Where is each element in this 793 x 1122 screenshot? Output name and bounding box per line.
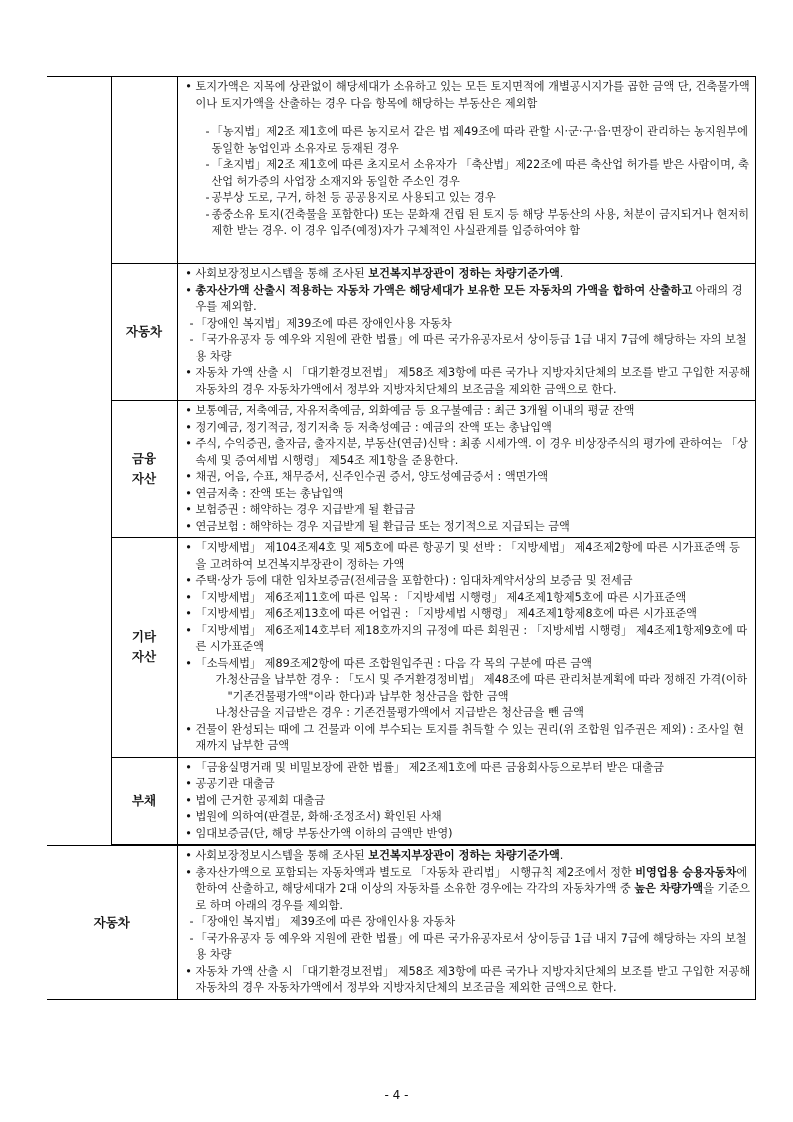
list-item: • 「지방세법」 제6조제11호에 따른 입목 : 「지방세법 시행령」 제4조제1항제5호에 따른 시가표준액	[185, 590, 687, 604]
list-item: • 「지방세법」 제6조제14호부터 제18호까지의 규정에 따른 회원권 : 「지방세법 시행령」 제4조제1항제9호에 따른 시가표준액	[185, 623, 748, 653]
list-item: • 연금저축 : 잔액 또는 총납입액	[185, 486, 344, 500]
list-item: - 「국가유공자 등 예우와 지원에 관한 법률」에 따른 국가유공자로서 상이등급 1급 내지 7급에 해당하는 자의 보철용 차량	[189, 333, 747, 363]
asset-criteria-table	[47, 76, 756, 1000]
list-item: • 「지방세법」 제104조제4호 및 제5호에 따른 항공기 및 선박 : 「지방세법」 제4조제2항에 따른 시가표준액 등을 고려하여 보건복지부장관이 정하는 가액	[185, 541, 740, 571]
list-item: • 총자산가액으로 포함되는 자동차액과 별도로 「자동차 관리법」 시행규칙 제2조에서 정한 비영업용 승용자동차에 한하여 산출하고, 해당세대가 2대 이상의 자동차를 소유한 경우에는 각각의 자동차가액 중 높은 차량가액을 기준으로 하며 아래의 경우를 제외함.	[185, 865, 750, 912]
list-item: - 「장애인 복지법」제39조에 따른 장애인사용 자동차	[189, 316, 452, 330]
list-item: • 총자산가액 산출시 적용하는 자동차 가액은 해당세대가 보유한 모든 자동차의 가액을 합하여 산출하고 아래의 경우를 제외함.	[185, 283, 743, 313]
list-item: • 자동차 가액 산출 시 「대기환경보전법」 제58조 제3항에 따른 국가나 지방자치단체의 보조를 받고 구입한 저공해자동차의 경우 자동차가액에서 정부와 지방자치단체의 보조금을 제외한 금액으로 한다.	[185, 366, 751, 396]
list-item: • 주택·상가 등에 대한 임차보증금(전세금을 포함한다) : 임대차계약서상의 보증금 및 전세금	[185, 574, 633, 587]
vehicle-row-2	[47, 846, 755, 1000]
list-item: • 자동차 가액 산출 시 「대기환경보전법」 제58조 제3항에 따른 국가나 지방자치단체의 보조를 받고 구입한 저공해자동차의 경우 자동차가액에서 정부와 지방자치단체의 보조금을 제외한 금액으로 한다.	[185, 964, 751, 994]
land-row	[47, 77, 755, 264]
finance-label: 금융 자산	[111, 401, 177, 538]
list-item: - 종중소유 토지(건축물을 포함한다) 또는 문화재 건립 된 토지 등 해당 부동산의 사용, 처분이 금지되거나 현저히 제한 받는 경우. 이 경우 입주(예정)자가 구체적인 사실관계를 입증하여야 함	[205, 207, 750, 237]
debt-label: 부채	[111, 757, 177, 845]
vehicle-row	[47, 264, 755, 401]
list-item: • 「소득세법」 제89조제2항에 따른 조합원입주권 : 다음 각 목의 구분에 따른 금액	[185, 656, 592, 670]
list-item: • 법원에 의하여(판결문, 화해·조정조서) 확인된 사채	[185, 810, 442, 823]
other-assets-content-cell	[177, 538, 755, 758]
vehicle-content-cell-2	[177, 846, 755, 1000]
vehicle-label: 자동차	[111, 264, 177, 401]
asset-criteria-table-wrapper	[47, 76, 755, 1000]
list-item: - 「장애인 복지법」 제39조에 따른 장애인사용 자동차	[189, 915, 456, 928]
list-item: • 채권, 어음, 수표, 채무증서, 신주인수권 증서, 양도성예금증서 : 액면가액	[185, 470, 549, 483]
list-item: • 보험증권 : 해약하는 경우 지급받게 될 환급금	[185, 503, 416, 516]
list-item: • 보통예금, 저축예금, 자유저축예금, 외화예금 등 요구불예금 : 최근 3개월 이내의 평균 잔액	[185, 404, 635, 417]
list-item: 나. 청산금을 지급받은 경우 : 기존건물평가액에서 지급받은 청산금을 뺀 금액	[215, 706, 584, 719]
list-item: - 「국가유공자 등 예우와 지원에 관한 법률」에 따른 국가유공자로서 상이등급 1급 내지 7급에 해당하는 자의 보철용 차량	[189, 931, 747, 961]
land-content-cell	[177, 77, 755, 264]
list-item: - 공부상 도로, 구거, 하천 등 공공용지로 사용되고 있는 경우	[205, 191, 496, 204]
list-item: - 「초지법」제2조 제1호에 따른 초지로서 소유자가 「축산법」제22조에 따른 축산업 허가를 받은 사람이며, 축산업 허가증의 사업장 소재지와 동일한 주소인 경우	[205, 158, 749, 188]
page-number: - 4 -	[384, 1088, 409, 1102]
list-item: • 사회보장정보시스템을 통해 조사된 보건복지부장관이 정하는 차량기준가액.	[185, 849, 564, 862]
debt-row	[47, 757, 755, 845]
vehicle-content-cell	[177, 264, 755, 401]
list-item: - 「농지법」제2조 제1호에 따른 농지로서 같은 법 제49조에 따라 관할 시·군·구·읍·면장이 관리하는 농지원부에 동일한 농업인과 소유자로 등재된 경우	[205, 125, 748, 155]
list-item: • 건물이 완성되는 때에 그 건물과 이에 부수되는 토지를 취득할 수 있는 권리(위 조합원 입주권은 제외) : 조사일 현재까지 납부한 금액	[185, 722, 744, 752]
land-label-cell	[111, 77, 177, 264]
finance-content-cell	[177, 401, 755, 538]
other-assets-label: 기타 자산	[111, 538, 177, 758]
vehicle-label-2: 자동차	[47, 846, 177, 1000]
list-item: • 「지방세법」 제6조제13호에 따른 어업권 : 「지방세법 시행령」 제4조제1항제8호에 따른 시가표준액	[185, 607, 697, 620]
debt-content-cell	[177, 757, 755, 845]
list-item: • 연금보험 : 해약하는 경우 지급받게 될 환급금 또는 정기적으로 지급되는 금액	[185, 519, 570, 533]
finance-row	[47, 401, 755, 538]
list-item: • 정기예금, 정기적금, 정기저축 등 저축성예금 : 예금의 잔액 또는 총납입액	[185, 420, 552, 434]
list-item: 가. 청산금을 납부한 경우 : 「도시 및 주거환경정비법」 제48조에 따른 관리처분계획에 따라 정해진 가격(이하 "기존건물평가액"이라 한다)과 납부한 청산금을 합한 금액	[215, 673, 748, 703]
list-item: • 토지가액은 지목에 상관없이 해당세대가 소유하고 있는 모든 토지면적에 개별공시지가를 곱한 금액 단, 건축물가액이나 토지가액을 산출하는 경우 다음 항목에 해당하는 부동산은 제외함	[185, 80, 750, 110]
other-assets-row	[47, 538, 755, 758]
list-item: • 「금융실명거래 및 비밀보장에 관한 법률」 제2조제1호에 따른 금융회사등으로부터 받은 대출금	[185, 760, 664, 774]
category-blank-cell	[47, 77, 111, 846]
list-item: • 사회보장정보시스템을 통해 조사된 보건복지부장관이 정하는 차량기준가액.	[185, 267, 564, 280]
list-item: • 주식, 수익증권, 출자금, 출자지분, 부동산(연금)신탁 : 최종 시세가액. 이 경우 비상장주식의 평가에 관하여는 「상속세 및 증여세법 시행령」 제54조 제1항을 준용한다.	[185, 437, 748, 467]
list-item: • 법에 근거한 공제회 대출금	[185, 793, 326, 807]
list-item: • 공공기관 대출금	[185, 777, 275, 790]
list-item: • 임대보증금(단, 해당 부동산가액 이하의 금액만 반영)	[185, 826, 453, 840]
